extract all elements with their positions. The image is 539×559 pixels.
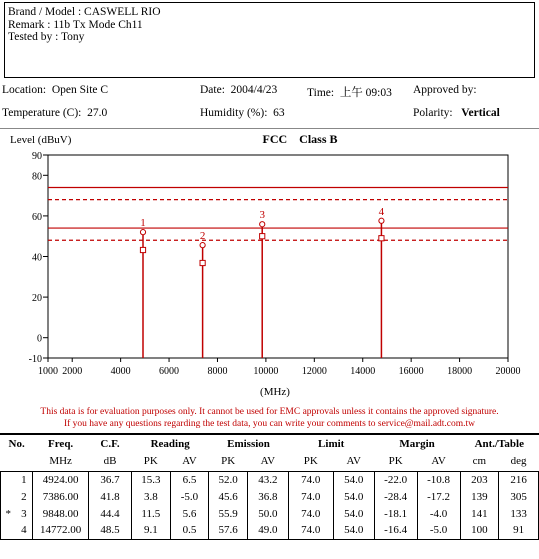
table-row bbox=[1, 505, 539, 522]
table-header-row bbox=[1, 435, 539, 452]
time-info bbox=[307, 84, 392, 100]
humidity-info bbox=[200, 107, 285, 119]
row-cell: 50.0 bbox=[247, 505, 288, 522]
header-cf: C.F. bbox=[100, 437, 120, 450]
marker-average-point bbox=[140, 247, 145, 252]
table-body bbox=[1, 471, 539, 539]
row-cell: -5.0 bbox=[417, 522, 460, 539]
y-tick-label: 60 bbox=[32, 211, 42, 223]
sub-cm: cm bbox=[472, 455, 487, 468]
row-cell: 203 bbox=[460, 471, 499, 488]
row-cell: -18.1 bbox=[374, 505, 417, 522]
polarity-label: Polarity: bbox=[413, 107, 453, 119]
plot-area bbox=[48, 155, 508, 358]
sub-reading-pk: PK bbox=[143, 455, 158, 468]
x-tick-label: 1000 bbox=[38, 366, 58, 377]
results-table bbox=[0, 433, 539, 559]
row-cell: 74.0 bbox=[288, 505, 333, 522]
row-cell: 45.6 bbox=[209, 488, 248, 505]
marker-peak-point bbox=[140, 230, 145, 235]
table-row bbox=[1, 488, 539, 505]
row-cell: 100 bbox=[460, 522, 499, 539]
header-emission: Emission bbox=[227, 437, 270, 450]
row-cell: -4.0 bbox=[417, 505, 460, 522]
row-cell: -28.4 bbox=[374, 488, 417, 505]
row-cell: 48.5 bbox=[89, 522, 132, 539]
table-subheader-row bbox=[1, 452, 539, 471]
tested-by: Tested by : Tony bbox=[8, 31, 85, 43]
row-cell: 3.8 bbox=[131, 488, 170, 505]
y-axis-ticks bbox=[29, 151, 48, 365]
x-tick-label: 10000 bbox=[253, 366, 279, 377]
date-value: 2004/4/23 bbox=[230, 84, 278, 96]
marker-average-point bbox=[200, 260, 205, 265]
row-cell: 43.2 bbox=[247, 471, 288, 488]
remark: Remark : 11b Tx Mode Ch11 bbox=[8, 18, 143, 31]
row-cell: 141 bbox=[460, 505, 499, 522]
x-axis-label: (MHz) bbox=[260, 386, 290, 398]
x-tick-label: 4000 bbox=[110, 366, 131, 377]
humidity-value: 63 bbox=[273, 107, 285, 119]
x-tick-label: 18000 bbox=[447, 366, 473, 377]
row-cell: 74.0 bbox=[288, 471, 333, 488]
x-tick-label: 8000 bbox=[207, 366, 228, 377]
header-ant-table: Ant./Table bbox=[474, 437, 524, 450]
temperature-label: Temperature (C): bbox=[2, 107, 82, 119]
sub-emission-pk: PK bbox=[221, 455, 236, 468]
polarity-info bbox=[413, 107, 500, 119]
location-label: Location: bbox=[2, 84, 47, 96]
sub-reading-av: AV bbox=[182, 455, 197, 468]
brand-model: Brand / Model : CASWELL RIO bbox=[8, 6, 161, 18]
y-tick-label: 0 bbox=[37, 333, 42, 345]
temperature-info bbox=[2, 107, 107, 119]
approved-info bbox=[413, 84, 477, 96]
sub-margin-av: AV bbox=[431, 455, 446, 468]
location-value: Open Site C bbox=[51, 84, 109, 96]
y-axis-label: Level (dBuV) bbox=[10, 134, 72, 146]
marker-label: 2 bbox=[199, 230, 206, 243]
row-cell: 9848.00 bbox=[33, 505, 89, 522]
notice-line-2: If you have any questions regarding the test data, you can write your comments to service@mail.adt.com.tw bbox=[63, 419, 476, 429]
row-cell: -22.0 bbox=[374, 471, 417, 488]
marker-label: 1 bbox=[140, 217, 146, 230]
row-no: 2 bbox=[16, 488, 33, 505]
time-value: 上午 09:03 bbox=[339, 87, 392, 99]
row-no: 1 bbox=[16, 471, 33, 488]
location-info bbox=[2, 84, 108, 96]
sub-emission-av: AV bbox=[260, 455, 276, 468]
chart-title: FCC Class B bbox=[262, 132, 338, 146]
x-tick-label: 20000 bbox=[495, 366, 521, 377]
sub-limit-pk: PK bbox=[303, 455, 318, 468]
row-cell: 14772.00 bbox=[33, 522, 89, 539]
date-info bbox=[200, 84, 277, 96]
row-mark bbox=[1, 522, 16, 539]
row-cell: -5.0 bbox=[170, 488, 209, 505]
x-tick-label: 6000 bbox=[159, 366, 180, 377]
header-limit: Limit bbox=[318, 437, 345, 450]
header-box bbox=[4, 2, 535, 78]
x-tick-label: 16000 bbox=[398, 366, 424, 377]
x-tick-label: 14000 bbox=[350, 366, 376, 377]
row-cell: 74.0 bbox=[288, 488, 333, 505]
row-mark bbox=[1, 488, 16, 505]
marker-label: 3 bbox=[259, 209, 265, 222]
marker-label: 4 bbox=[378, 205, 385, 218]
x-axis-ticks bbox=[38, 358, 521, 377]
marker-peak-point bbox=[260, 222, 265, 227]
row-cell: 54.0 bbox=[333, 488, 374, 505]
row-cell: 49.0 bbox=[247, 522, 288, 539]
header-margin: Margin bbox=[399, 437, 435, 450]
header-no: No. bbox=[8, 437, 25, 450]
marker-average-point bbox=[379, 236, 384, 241]
marker-peak-point bbox=[379, 218, 384, 223]
row-cell: 6.5 bbox=[170, 471, 209, 488]
header-reading: Reading bbox=[150, 437, 190, 450]
row-cell: 7386.00 bbox=[33, 488, 89, 505]
sub-mhz: MHz bbox=[49, 455, 72, 468]
humidity-label: Humidity (%): bbox=[200, 107, 268, 119]
header-freq: Freq. bbox=[48, 437, 74, 450]
sub-db: dB bbox=[103, 455, 117, 468]
row-cell: 11.5 bbox=[131, 505, 170, 522]
row-cell: 0.5 bbox=[170, 522, 209, 539]
row-cell: 36.8 bbox=[247, 488, 288, 505]
row-cell: 133 bbox=[510, 507, 527, 520]
row-cell: 52.0 bbox=[209, 471, 248, 488]
y-tick-label: -10 bbox=[28, 354, 42, 365]
x-tick-label: 2000 bbox=[62, 366, 83, 377]
row-cell: 91 bbox=[513, 524, 525, 537]
notice-line-1: This data is for evaluation purposes only. It cannot be used for EMC approvals unless it contains the approved signature. bbox=[40, 407, 499, 417]
chart-svg bbox=[0, 129, 539, 407]
row-cell: 54.0 bbox=[333, 505, 374, 522]
time-label: Time: bbox=[307, 87, 335, 99]
table-row bbox=[1, 522, 539, 539]
polarity-value: Vertical bbox=[461, 107, 500, 119]
row-mark bbox=[1, 471, 16, 488]
temperature-value: 27.0 bbox=[87, 107, 108, 119]
row-mark: * bbox=[5, 507, 12, 520]
row-cell: -10.8 bbox=[417, 471, 460, 488]
x-tick-label: 12000 bbox=[301, 366, 327, 377]
row-no: 4 bbox=[16, 522, 33, 539]
date-label: Date: bbox=[200, 84, 225, 96]
row-cell: 44.4 bbox=[89, 505, 132, 522]
sub-deg: deg bbox=[510, 455, 527, 468]
row-cell: 5.6 bbox=[170, 505, 209, 522]
row-cell: -17.2 bbox=[417, 488, 460, 505]
row-cell: -16.4 bbox=[374, 522, 417, 539]
row-no: 3 bbox=[16, 505, 33, 522]
row-cell: 9.1 bbox=[131, 522, 170, 539]
row-cell: 41.8 bbox=[89, 488, 132, 505]
table-row bbox=[1, 471, 539, 488]
row-cell: 55.9 bbox=[209, 505, 248, 522]
row-cell: 4924.00 bbox=[33, 471, 89, 488]
row-cell: 216 bbox=[510, 473, 527, 486]
row-cell: 139 bbox=[460, 488, 499, 505]
y-tick-label: 80 bbox=[32, 171, 42, 183]
y-tick-label: 20 bbox=[32, 293, 42, 305]
marker-peak-point bbox=[200, 243, 205, 248]
row-cell: 54.0 bbox=[333, 471, 374, 488]
row-cell: 15.3 bbox=[131, 471, 170, 488]
emission-chart bbox=[0, 128, 539, 406]
approved-label: Approved by: bbox=[413, 84, 477, 96]
sub-margin-pk: PK bbox=[388, 455, 403, 468]
row-cell: 36.7 bbox=[89, 471, 132, 488]
marker-average-point bbox=[260, 234, 265, 239]
y-tick-label: 40 bbox=[32, 252, 42, 264]
sub-limit-av: AV bbox=[346, 455, 361, 468]
row-cell: 74.0 bbox=[288, 522, 333, 539]
row-cell: 305 bbox=[510, 490, 527, 503]
y-tick-label: 90 bbox=[32, 151, 42, 162]
row-cell: 57.6 bbox=[209, 522, 248, 539]
row-cell: 54.0 bbox=[333, 522, 374, 539]
